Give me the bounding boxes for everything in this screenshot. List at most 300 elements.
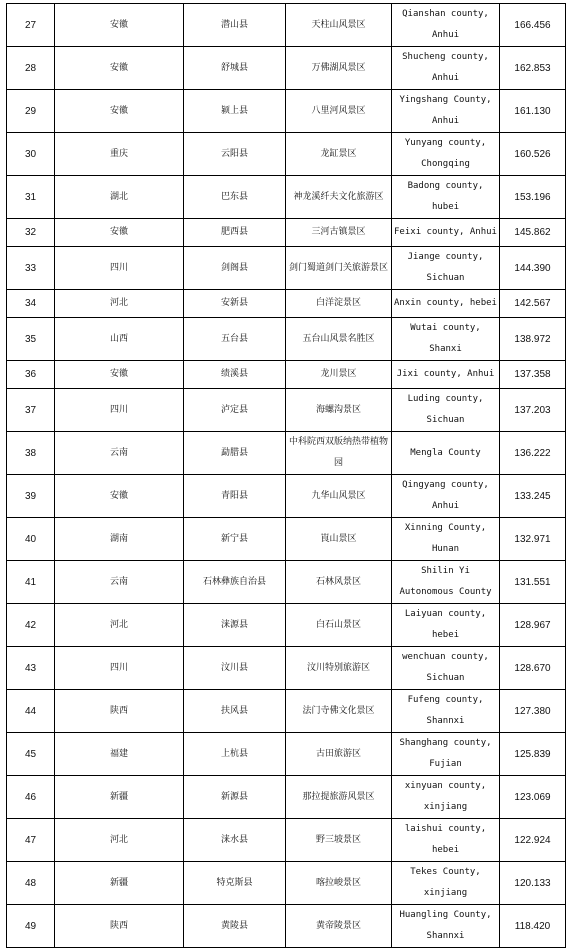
value-cell-text: 120.133: [514, 877, 551, 889]
province-cell-text: 安徽: [109, 105, 128, 116]
county-english-cell-text: Qianshan county, Anhui: [402, 9, 489, 40]
row-number-text: 33: [24, 262, 37, 274]
value-cell-text: 137.358: [514, 369, 551, 380]
county-english-cell-text: Huangling County, Shannxi: [399, 910, 492, 941]
value-cell-text: 132.971: [514, 533, 551, 545]
county-english-cell: [392, 819, 500, 862]
scenic-area-cell: [286, 690, 392, 733]
province-cell-text: 河北: [109, 619, 128, 630]
county-cell: [184, 776, 286, 819]
value-cell-text: 137.203: [514, 404, 551, 416]
county-cell: [184, 819, 286, 862]
ranking-table-wrapper: [6, 3, 566, 948]
county-english-cell-text: Qingyang county, Anhui: [402, 480, 489, 511]
county-english-cell: [392, 47, 500, 90]
county-english-cell-text: Shucheng county, Anhui: [402, 52, 489, 83]
row-number: [7, 905, 55, 948]
row-number-text: 30: [24, 148, 37, 160]
county-english-cell: [392, 862, 500, 905]
value-cell-text: 118.420: [514, 920, 551, 932]
scenic-area-cell: [286, 432, 392, 475]
value-cell: [500, 432, 566, 475]
province-cell-text: 湖北: [109, 191, 128, 202]
value-cell-text: 123.069: [514, 791, 551, 803]
province-cell: [55, 4, 184, 47]
province-cell-text: 云南: [109, 576, 128, 587]
scenic-area-cell: [286, 475, 392, 518]
province-cell-text: 陕西: [109, 705, 128, 716]
province-cell-text: 安徽: [109, 369, 128, 379]
county-cell-text: 新宁县: [220, 533, 248, 544]
value-cell-text: 131.551: [514, 576, 551, 588]
value-cell: [500, 819, 566, 862]
scenic-area-cell-text: 汶川特别旅游区: [306, 662, 370, 673]
province-cell-text: 河北: [109, 298, 128, 308]
value-cell-text: 144.390: [514, 262, 551, 274]
row-number-text: 48: [24, 877, 37, 889]
province-cell: [55, 219, 184, 247]
county-english-cell: [392, 905, 500, 948]
value-cell: [500, 604, 566, 647]
county-english-cell-text: Anxin county, hebei: [394, 298, 497, 308]
county-cell: [184, 361, 286, 389]
county-english-cell-text: Yingshang County, Anhui: [399, 95, 492, 126]
county-english-cell: [392, 690, 500, 733]
table-row: [7, 290, 566, 318]
row-number: [7, 432, 55, 475]
county-english-cell-text: Tekes County, xinjiang: [410, 867, 481, 898]
scenic-area-cell-text: 那拉提旅游风景区: [302, 791, 375, 802]
table-row: [7, 133, 566, 176]
county-cell-text: 勐腊县: [220, 447, 248, 458]
county-cell-text: 绩溪县: [220, 369, 248, 379]
value-cell: [500, 561, 566, 604]
county-english-cell-text: xinyuan county, xinjiang: [404, 781, 487, 812]
county-english-cell: [392, 219, 500, 247]
scenic-area-cell: [286, 389, 392, 432]
county-cell: [184, 690, 286, 733]
value-cell: [500, 905, 566, 948]
county-cell-text: 涞源县: [220, 619, 248, 630]
province-cell-text: 新疆: [109, 877, 128, 888]
province-cell: [55, 776, 184, 819]
county-cell: [184, 219, 286, 247]
value-cell-text: 128.670: [514, 662, 551, 674]
scenic-area-cell: [286, 776, 392, 819]
value-cell: [500, 389, 566, 432]
county-english-cell: [392, 133, 500, 176]
county-cell: [184, 290, 286, 318]
county-english-cell-text: wenchuan county, Sichuan: [402, 652, 489, 683]
scenic-area-cell: [286, 604, 392, 647]
county-english-cell: [392, 389, 500, 432]
province-cell: [55, 247, 184, 290]
county-cell: [184, 133, 286, 176]
scenic-area-cell: [286, 90, 392, 133]
province-cell-text: 河北: [109, 834, 128, 845]
row-number: [7, 219, 55, 247]
scenic-area-cell-text: 天柱山风景区: [311, 19, 366, 30]
province-cell: [55, 47, 184, 90]
county-cell-text: 涞水县: [220, 834, 248, 845]
province-cell-text: 重庆: [109, 148, 128, 159]
scenic-area-cell-text: 黄帝陵景区: [315, 920, 361, 931]
county-english-cell-text: Shilin Yi Autonomous County: [399, 566, 492, 597]
table-row: [7, 432, 566, 475]
county-english-cell-text: Yunyang county, Chongqing: [404, 138, 487, 169]
county-cell: [184, 47, 286, 90]
county-english-cell: [392, 475, 500, 518]
county-english-cell: [392, 4, 500, 47]
scenic-area-cell-text: 白洋淀景区: [315, 298, 361, 308]
province-cell: [55, 318, 184, 361]
value-cell: [500, 47, 566, 90]
row-number: [7, 862, 55, 905]
value-cell: [500, 176, 566, 219]
county-english-cell-text: Mengla County: [410, 447, 481, 458]
scenic-area-cell-text: 五台山风景名胜区: [302, 333, 375, 344]
row-number-text: 45: [24, 748, 37, 760]
province-cell-text: 安徽: [109, 227, 128, 237]
value-cell: [500, 690, 566, 733]
row-number: [7, 247, 55, 290]
county-cell-text: 汶川县: [220, 662, 248, 673]
county-english-cell-text: Feixi county, Anhui: [394, 227, 497, 237]
county-english-cell: [392, 518, 500, 561]
province-cell: [55, 475, 184, 518]
county-cell-text: 潜山县: [220, 19, 248, 30]
value-cell-text: 125.839: [514, 748, 551, 760]
county-cell-text: 黄陵县: [220, 920, 248, 931]
county-english-cell-text: laishui county, hebei: [404, 824, 487, 855]
scenic-area-cell-text: 万佛湖风景区: [311, 62, 366, 73]
row-number-text: 46: [24, 791, 37, 803]
scenic-area-cell: [286, 647, 392, 690]
province-cell: [55, 819, 184, 862]
province-cell-text: 安徽: [109, 490, 128, 501]
county-english-cell-text: Badong county, hubei: [407, 181, 484, 212]
scenic-area-cell-text: 八里河风景区: [311, 105, 366, 116]
county-english-cell: [392, 647, 500, 690]
county-cell-text: 剑阁县: [220, 262, 248, 273]
row-number: [7, 176, 55, 219]
county-english-cell: [392, 176, 500, 219]
county-cell: [184, 176, 286, 219]
scenic-area-cell: [286, 4, 392, 47]
scenic-area-cell: [286, 862, 392, 905]
table-row: [7, 561, 566, 604]
value-cell: [500, 90, 566, 133]
table-row: [7, 4, 566, 47]
row-number: [7, 819, 55, 862]
scenic-area-cell-text: 剑门蜀道剑门关旅游景区: [288, 262, 388, 273]
table-row: [7, 862, 566, 905]
row-number-text: 37: [24, 404, 37, 416]
row-number-text: 40: [24, 533, 37, 545]
scenic-area-cell-text: 野三坡景区: [315, 834, 361, 845]
province-cell-text: 四川: [109, 404, 128, 415]
county-cell-text: 颍上县: [220, 105, 248, 116]
table-row: [7, 389, 566, 432]
county-cell: [184, 733, 286, 776]
table-row: [7, 604, 566, 647]
row-number-text: 42: [24, 619, 37, 631]
row-number-text: 34: [24, 298, 37, 309]
scenic-area-cell: [286, 176, 392, 219]
county-english-cell-text: Jixi county, Anhui: [396, 369, 495, 379]
scenic-area-cell: [286, 247, 392, 290]
scenic-county-table: [6, 3, 566, 948]
province-cell-text: 安徽: [109, 62, 128, 73]
table-row: [7, 475, 566, 518]
table-row: [7, 905, 566, 948]
value-cell: [500, 475, 566, 518]
county-english-cell: [392, 432, 500, 475]
province-cell-text: 四川: [109, 262, 128, 273]
value-cell: [500, 219, 566, 247]
scenic-area-cell-text: 神龙溪纤夫文化旅游区: [293, 191, 384, 202]
table-row: [7, 90, 566, 133]
province-cell: [55, 90, 184, 133]
value-cell: [500, 647, 566, 690]
county-cell-text: 安新县: [220, 298, 248, 308]
row-number-text: 35: [24, 333, 37, 345]
county-english-cell: [392, 733, 500, 776]
county-cell-text: 云阳县: [220, 148, 248, 159]
table-body: [7, 4, 566, 948]
row-number: [7, 361, 55, 389]
value-cell: [500, 518, 566, 561]
value-cell-text: 128.967: [514, 619, 551, 631]
county-cell: [184, 4, 286, 47]
province-cell-text: 安徽: [109, 19, 128, 30]
province-cell: [55, 176, 184, 219]
table-row: [7, 361, 566, 389]
value-cell-text: 145.862: [514, 227, 551, 238]
value-cell: [500, 4, 566, 47]
row-number: [7, 733, 55, 776]
county-english-cell: [392, 776, 500, 819]
table-row: [7, 318, 566, 361]
value-cell: [500, 133, 566, 176]
county-cell: [184, 518, 286, 561]
province-cell-text: 云南: [109, 447, 128, 458]
table-row: [7, 776, 566, 819]
county-cell-text: 扶风县: [220, 705, 248, 716]
scenic-area-cell-text: 古田旅游区: [315, 748, 361, 759]
county-cell: [184, 389, 286, 432]
scenic-area-cell: [286, 905, 392, 948]
county-english-cell-text: Laiyuan county, hebei: [404, 609, 487, 640]
county-english-cell-text: Xinning County, Hunan: [404, 523, 487, 554]
scenic-area-cell-text: 九华山风景区: [311, 490, 366, 501]
province-cell-text: 山西: [109, 333, 128, 344]
value-cell: [500, 247, 566, 290]
county-cell: [184, 905, 286, 948]
row-number-text: 39: [24, 490, 37, 502]
value-cell-text: 136.222: [514, 447, 551, 459]
county-english-cell-text: Jiange county, Sichuan: [407, 252, 484, 283]
value-cell: [500, 776, 566, 819]
county-english-cell: [392, 561, 500, 604]
province-cell-text: 陕西: [109, 920, 128, 931]
scenic-area-cell: [286, 47, 392, 90]
table-row: [7, 176, 566, 219]
province-cell: [55, 518, 184, 561]
county-cell: [184, 561, 286, 604]
scenic-area-cell-text: 海螺沟景区: [315, 404, 361, 415]
province-cell-text: 湖南: [109, 533, 128, 544]
scenic-area-cell: [286, 290, 392, 318]
row-number: [7, 133, 55, 176]
county-cell-text: 青阳县: [220, 490, 248, 501]
county-english-cell: [392, 90, 500, 133]
county-english-cell-text: Fufeng county, Shannxi: [407, 695, 484, 726]
row-number: [7, 647, 55, 690]
scenic-area-cell: [286, 819, 392, 862]
county-cell-text: 五台县: [220, 333, 248, 344]
row-number: [7, 290, 55, 318]
scenic-area-cell-text: 龙缸景区: [320, 148, 357, 159]
county-english-cell: [392, 247, 500, 290]
scenic-area-cell: [286, 733, 392, 776]
province-cell: [55, 862, 184, 905]
row-number: [7, 47, 55, 90]
scenic-area-cell: [286, 219, 392, 247]
county-cell: [184, 318, 286, 361]
value-cell: [500, 862, 566, 905]
province-cell: [55, 290, 184, 318]
value-cell-text: 127.380: [514, 705, 551, 717]
county-english-cell: [392, 361, 500, 389]
province-cell: [55, 905, 184, 948]
county-english-cell: [392, 290, 500, 318]
scenic-area-cell-text: 龙川景区: [320, 369, 357, 379]
province-cell: [55, 361, 184, 389]
county-english-cell-text: Shanghang county, Fujian: [399, 738, 492, 769]
scenic-area-cell: [286, 361, 392, 389]
row-number-text: 27: [24, 19, 37, 31]
row-number: [7, 318, 55, 361]
row-number-text: 31: [24, 191, 37, 203]
value-cell-text: 160.526: [514, 148, 551, 160]
province-cell: [55, 604, 184, 647]
value-cell-text: 166.456: [514, 19, 551, 31]
row-number: [7, 776, 55, 819]
row-number: [7, 475, 55, 518]
value-cell: [500, 733, 566, 776]
row-number-text: 28: [24, 62, 37, 74]
row-number: [7, 389, 55, 432]
county-cell-text: 石林彝族自治县: [202, 576, 266, 587]
scenic-area-cell: [286, 518, 392, 561]
table-row: [7, 690, 566, 733]
county-english-cell: [392, 318, 500, 361]
province-cell: [55, 133, 184, 176]
county-cell-text: 特克斯县: [216, 877, 253, 888]
province-cell: [55, 561, 184, 604]
value-cell-text: 161.130: [514, 105, 551, 117]
county-cell-text: 泸定县: [220, 404, 248, 415]
table-row: [7, 518, 566, 561]
table-row: [7, 819, 566, 862]
county-cell-text: 巴东县: [220, 191, 248, 202]
county-cell: [184, 432, 286, 475]
row-number-text: 32: [24, 227, 37, 238]
row-number: [7, 690, 55, 733]
row-number: [7, 90, 55, 133]
row-number: [7, 604, 55, 647]
county-cell: [184, 90, 286, 133]
table-row: [7, 47, 566, 90]
county-english-cell-text: Wutai county, Shanxi: [410, 323, 481, 354]
table-row: [7, 219, 566, 247]
county-cell: [184, 862, 286, 905]
row-number-text: 47: [24, 834, 37, 846]
row-number-text: 41: [24, 576, 37, 588]
row-number-text: 43: [24, 662, 37, 674]
province-cell: [55, 733, 184, 776]
row-number-text: 44: [24, 705, 37, 717]
scenic-area-cell-text: 三河古镇景区: [311, 227, 366, 237]
province-cell-text: 四川: [109, 662, 128, 673]
scenic-area-cell: [286, 318, 392, 361]
row-number: [7, 4, 55, 47]
scenic-area-cell-text: 法门寺佛文化景区: [302, 705, 375, 716]
province-cell: [55, 432, 184, 475]
county-cell-text: 上杭县: [220, 748, 248, 759]
row-number-text: 29: [24, 105, 37, 117]
row-number: [7, 518, 55, 561]
province-cell: [55, 389, 184, 432]
value-cell: [500, 290, 566, 318]
scenic-area-cell: [286, 561, 392, 604]
scenic-area-cell-text: 喀拉峻景区: [315, 877, 361, 888]
county-english-cell: [392, 604, 500, 647]
county-cell-text: 新源县: [220, 791, 248, 802]
county-english-cell-text: Luding county, Sichuan: [407, 394, 484, 425]
county-cell: [184, 604, 286, 647]
county-cell: [184, 647, 286, 690]
county-cell: [184, 475, 286, 518]
county-cell-text: 舒城县: [220, 62, 248, 73]
row-number-text: 36: [24, 369, 37, 380]
table-row: [7, 647, 566, 690]
row-number: [7, 561, 55, 604]
province-cell: [55, 690, 184, 733]
value-cell: [500, 318, 566, 361]
scenic-area-cell: [286, 133, 392, 176]
value-cell-text: 122.924: [514, 834, 551, 846]
county-cell-text: 肥西县: [220, 227, 248, 237]
province-cell-text: 新疆: [109, 791, 128, 802]
value-cell-text: 162.853: [514, 62, 551, 74]
county-cell: [184, 247, 286, 290]
scenic-area-cell-text: 中科院西双版纳热带植物园: [288, 437, 388, 468]
value-cell-text: 138.972: [514, 333, 551, 345]
table-row: [7, 733, 566, 776]
value-cell-text: 153.196: [514, 191, 551, 203]
row-number-text: 49: [24, 920, 37, 932]
value-cell-text: 142.567: [514, 298, 551, 309]
scenic-area-cell-text: 崀山景区: [320, 533, 357, 544]
province-cell: [55, 647, 184, 690]
table-row: [7, 247, 566, 290]
scenic-area-cell-text: 石林风景区: [315, 576, 361, 587]
row-number-text: 38: [24, 447, 37, 459]
province-cell-text: 福建: [109, 748, 128, 759]
scenic-area-cell-text: 白石山景区: [315, 619, 361, 630]
